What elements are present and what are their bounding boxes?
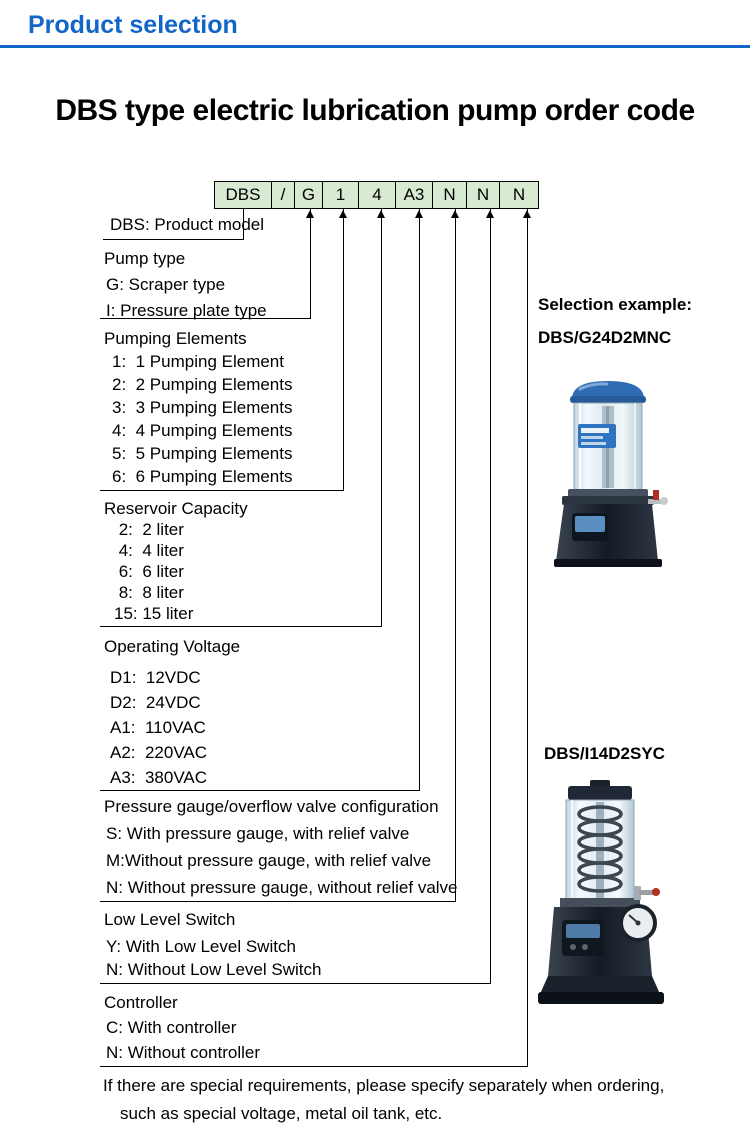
lubrication-pump-image-2 xyxy=(538,780,668,1012)
section-product-model xyxy=(110,212,264,237)
connector-hline-reservoir xyxy=(100,626,382,627)
special-requirements-note xyxy=(103,1072,664,1128)
connector-arrow-low-level xyxy=(486,210,494,218)
section-controller xyxy=(104,990,260,1065)
note-line-1: If there are special requirements, please specify separately when ordering, xyxy=(103,1076,665,1095)
connector-hline-gauge xyxy=(100,901,456,902)
connector-vline-reservoir xyxy=(381,209,382,626)
connector-hline-low-level xyxy=(100,983,491,984)
note-line-2: such as special voltage, metal oil tank, etc. xyxy=(120,1104,443,1123)
section-title: Reservoir Capacity xyxy=(104,499,248,518)
section-pumping-elements xyxy=(104,327,292,488)
code-cell-reservoir: 4 xyxy=(358,181,396,209)
section-reservoir-capacity xyxy=(104,498,248,624)
section-item: D2: 24VDC xyxy=(110,693,201,712)
section-item: 2: 2 liter xyxy=(114,520,184,539)
section-title: Pump type xyxy=(104,249,186,268)
page-title: DBS type electric lubrication pump order code xyxy=(55,94,695,127)
section-title: Pumping Elements xyxy=(104,329,247,348)
section-item: A3: 380VAC xyxy=(110,768,208,787)
section-item: A2: 220VAC xyxy=(110,743,208,762)
section-item: 2: 2 Pumping Elements xyxy=(112,375,293,394)
section-gauge-config xyxy=(104,794,458,901)
section-title: Pressure gauge/overflow valve configuration xyxy=(104,797,439,816)
code-cell-elements: 1 xyxy=(322,181,359,209)
code-cell-low-level: N xyxy=(466,181,500,209)
connector-hline-controller xyxy=(100,1066,528,1067)
connector-arrow-voltage xyxy=(415,210,423,218)
code-cell-controller: N xyxy=(499,181,539,209)
connector-hline-elements xyxy=(100,490,344,491)
section-title: Low Level Switch xyxy=(104,910,236,929)
code-cell-slash: / xyxy=(271,181,295,209)
connector-arrow-pump-type xyxy=(306,210,314,218)
section-item: 4: 4 liter xyxy=(114,541,184,560)
section-item: 3: 3 Pumping Elements xyxy=(112,398,293,417)
section-item: N: Without Low Level Switch xyxy=(106,960,322,979)
connector-vline-controller xyxy=(527,209,528,1066)
lubrication-pump-image-1 xyxy=(546,376,671,568)
connector-vline-elements xyxy=(343,209,344,490)
connector-hline-model xyxy=(103,239,244,240)
code-cell-pump-type: G xyxy=(294,181,323,209)
connector-arrow-controller xyxy=(523,210,531,218)
section-item: N: Without controller xyxy=(106,1043,260,1062)
section-low-level-switch xyxy=(104,908,321,981)
connector-vline-voltage xyxy=(419,209,420,790)
section-item: 5: 5 Pumping Elements xyxy=(112,444,293,463)
selection-example-code-2: DBS/I14D2SYC xyxy=(544,744,665,763)
section-item: D1: 12VDC xyxy=(110,668,201,687)
connector-hline-voltage xyxy=(100,790,420,791)
page-header: Product selection xyxy=(28,11,238,39)
connector-arrow-gauge xyxy=(451,210,459,218)
section-item: A1: 110VAC xyxy=(110,718,206,737)
section-item: 15: 15 liter xyxy=(114,604,194,623)
order-code-table xyxy=(214,181,539,209)
section-title: DBS: Product model xyxy=(110,215,265,234)
section-title: Controller xyxy=(104,993,178,1012)
section-item: Y: With Low Level Switch xyxy=(106,937,296,956)
section-item: I: Pressure plate type xyxy=(106,301,267,320)
section-item: S: With pressure gauge, with relief valve xyxy=(106,824,410,843)
selection-example-label: Selection example: xyxy=(538,295,693,314)
section-item: G: Scraper type xyxy=(106,275,226,294)
connector-arrow-elements xyxy=(339,210,347,218)
section-item: M:Without pressure gauge, with relief valve xyxy=(106,851,432,870)
section-title: Operating Voltage xyxy=(104,637,241,656)
section-pump-type xyxy=(104,246,267,324)
section-item: 1: 1 Pumping Element xyxy=(112,352,284,371)
section-operating-voltage xyxy=(104,634,240,790)
section-item: N: Without pressure gauge, without relief valve xyxy=(106,878,458,897)
header-divider xyxy=(0,45,750,48)
code-cell-voltage: A3 xyxy=(395,181,433,209)
section-item: 4: 4 Pumping Elements xyxy=(112,421,293,440)
section-item: C: With controller xyxy=(106,1018,237,1037)
code-cell-gauge: N xyxy=(432,181,467,209)
connector-vline-pump-type xyxy=(310,209,311,318)
section-item: 6: 6 Pumping Elements xyxy=(112,467,293,486)
code-cell-model: DBS xyxy=(214,181,272,209)
section-item: 8: 8 liter xyxy=(114,583,184,602)
section-item: 6: 6 liter xyxy=(114,562,184,581)
selection-example-code-1: DBS/G24D2MNC xyxy=(538,328,672,347)
connector-arrow-reservoir xyxy=(377,210,385,218)
connector-vline-low-level xyxy=(490,209,491,983)
